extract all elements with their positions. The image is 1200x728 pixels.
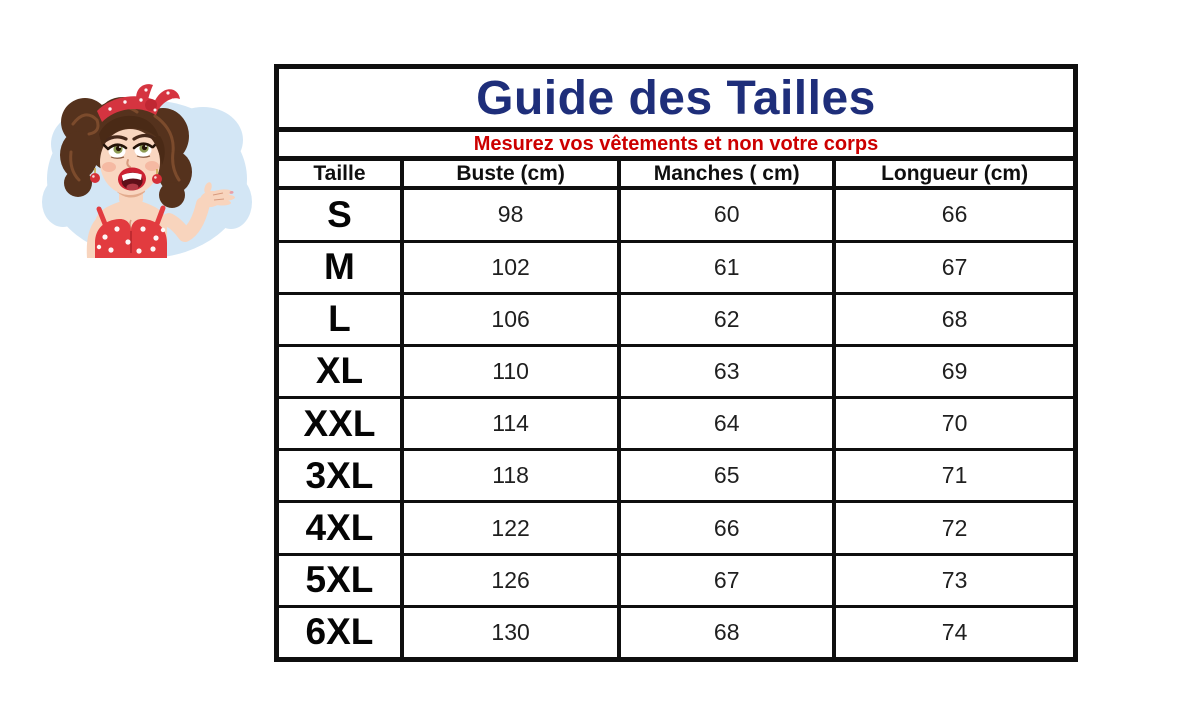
longueur-value: 73 <box>834 554 1075 606</box>
table-row-m <box>277 241 1076 293</box>
manches-value: 67 <box>619 554 834 606</box>
manches-value: 62 <box>619 293 834 345</box>
header-row <box>277 159 1076 189</box>
buste-value: 118 <box>402 450 619 502</box>
manches-value: 68 <box>619 606 834 659</box>
blush-left <box>102 162 116 172</box>
buste-value: 106 <box>402 293 619 345</box>
col-header-buste: Buste (cm) <box>402 159 619 189</box>
size-label: XL <box>277 345 402 397</box>
buste-value: 114 <box>402 398 619 450</box>
table-row-5xl <box>277 554 1076 606</box>
subtitle-row <box>277 130 1076 159</box>
buste-value: 110 <box>402 345 619 397</box>
col-header-longueur: Longueur (cm) <box>834 159 1075 189</box>
longueur-value: 68 <box>834 293 1075 345</box>
longueur-value: 71 <box>834 450 1075 502</box>
longueur-value: 67 <box>834 241 1075 293</box>
table-row-6xl <box>277 606 1076 659</box>
longueur-value: 66 <box>834 188 1075 241</box>
size-label: L <box>277 293 402 345</box>
longueur-value: 69 <box>834 345 1075 397</box>
manches-value: 63 <box>619 345 834 397</box>
size-label: XXL <box>277 398 402 450</box>
manches-value: 61 <box>619 241 834 293</box>
buste-value: 130 <box>402 606 619 659</box>
title-row <box>277 67 1076 130</box>
size-label: 4XL <box>277 502 402 554</box>
buste-value: 98 <box>402 188 619 241</box>
pinup-girl-svg <box>35 52 255 258</box>
buste-value: 126 <box>402 554 619 606</box>
size-label: M <box>277 241 402 293</box>
table-title: Guide des Tailles <box>277 67 1076 130</box>
table-row-3xl <box>277 450 1076 502</box>
size-label: 3XL <box>277 450 402 502</box>
longueur-value: 70 <box>834 398 1075 450</box>
longueur-value: 72 <box>834 502 1075 554</box>
col-header-manches: Manches ( cm) <box>619 159 834 189</box>
size-label: 5XL <box>277 554 402 606</box>
manches-value: 64 <box>619 398 834 450</box>
table-row-l <box>277 293 1076 345</box>
table-row-xl <box>277 345 1076 397</box>
table-row-s <box>277 188 1076 241</box>
table-subtitle: Mesurez vos vêtements et non votre corps <box>277 130 1076 159</box>
buste-value: 122 <box>402 502 619 554</box>
size-guide-table <box>274 64 1078 662</box>
manches-value: 66 <box>619 502 834 554</box>
longueur-value: 74 <box>834 606 1075 659</box>
size-label: S <box>277 188 402 241</box>
manches-value: 60 <box>619 188 834 241</box>
manches-value: 65 <box>619 450 834 502</box>
size-label: 6XL <box>277 606 402 659</box>
col-header-taille: Taille <box>277 159 402 189</box>
table-row-xxl <box>277 398 1076 450</box>
buste-value: 102 <box>402 241 619 293</box>
pinup-girl-illustration <box>35 52 255 258</box>
table-row-4xl <box>277 502 1076 554</box>
